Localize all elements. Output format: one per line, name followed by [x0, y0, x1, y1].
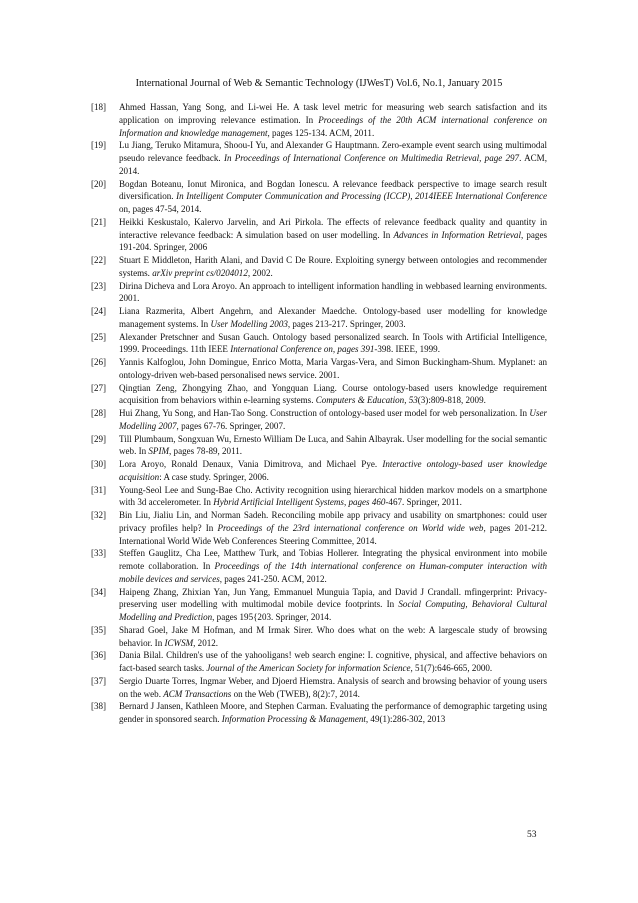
reference-text: Heikki Keskustalo, Kalervo Jarvelin, and Ari Pirkola. The effects of relevance feedback quality and quantity in interactive relevance feedback: A simulation based on user modelling. In	[119, 216, 547, 240]
reference-number: [23]	[91, 280, 107, 291]
reference-text: (3):809-818, 2009.	[417, 395, 486, 406]
reference-text: , 2002.	[247, 267, 273, 278]
reference-item	[91, 216, 547, 254]
reference-number: [31]	[91, 484, 107, 495]
reference-text: , pages 191-204. Springer, 2006	[119, 229, 547, 253]
reference-item	[91, 547, 547, 585]
reference-text: Stuart E Middleton, Harith Alani, and David C De Roure. Exploiting synergy between ontologies and recommender systems.	[119, 255, 547, 278]
reference-text: , pages 241-250. ACM, 2012.	[219, 573, 327, 584]
reference-venue: Social Computing, Behavioral Cultural Modelling and Prediction	[119, 599, 547, 622]
reference-text: Dania Bilal. Children's use of the yahooligans! web search engine: I. cognitive, physical, and affective behaviors on fact-based search tasks.	[119, 650, 547, 673]
reference-text: , 51(7):646-665, 2000.	[410, 663, 493, 673]
reference-text: Alexander Pretschner and Susan Gauch. Ontology based personalized search. In Tools with Artificial Intelligence, 1999. Proceedings. 11th IEEE	[119, 331, 547, 355]
reference-text: -467. Springer, 2011.	[385, 497, 462, 508]
reference-number: [37]	[91, 675, 107, 686]
running-header: International Journal of Web & Semantic Technology (IJWesT) Vol.6, No.1, January 2015	[135, 78, 503, 89]
reference-item	[91, 356, 547, 382]
reference-item	[91, 700, 547, 726]
reference-item	[91, 484, 547, 510]
reference-text: Haipeng Zhang, Zhixian Yan, Jun Yang, Emmanuel Munguia Tapia, and David J Crandall. mfingerprint: Privacy-preserving user modelling with multimodal mobile device footprints. In	[119, 586, 547, 610]
reference-item	[91, 254, 547, 280]
reference-text: Lora Aroyo, Ronald Denaux, Vania Dimitrova, and Michael Pye.	[119, 459, 383, 469]
reference-number: [18]	[91, 102, 107, 112]
reference-number: [35]	[91, 624, 107, 635]
reference-venue: ACM Transactions	[163, 688, 232, 699]
reference-venue: Advances in Information Retrieval	[393, 229, 521, 240]
reference-venue: arXiv preprint cs/0204012	[152, 267, 248, 278]
reference-item	[91, 649, 547, 675]
reference-number: [28]	[91, 408, 107, 418]
reference-number: [26]	[91, 357, 107, 367]
reference-text: , pages 67-76. Springer, 2007.	[176, 420, 286, 431]
reference-item	[91, 382, 547, 408]
reference-text: , pages 213-217. Springer, 2003.	[287, 318, 406, 329]
reference-text: Hui Zhang, Yu Song, and Han-Tao Song. Construction of ontology-based user model for web personalization. In	[119, 408, 530, 418]
reference-text: Ahmed Hassan, Yang Song, and Li-wei He. A task level metric for measuring web search satisfaction and its application on improving relevance estimation. In	[119, 102, 547, 125]
reference-text: Bogdan Boteanu, Ionut Mironica, and Bogdan Ionescu. A relevance feedback perspective to image search result diversification.	[119, 178, 547, 202]
reference-number: [34]	[91, 586, 107, 597]
reference-text: . ACM, 2014.	[119, 153, 547, 176]
reference-text: , 2012.	[193, 637, 219, 648]
reference-number: [29]	[91, 433, 107, 444]
reference-text: Dirina Dicheva and Lora Aroyo. An approach to intelligent information handling in webbased learning environments. 2001.	[119, 280, 547, 304]
reference-text: Lu Jiang, Teruko Mitamura, Shoou-I Yu, and Alexander G Hauptmann. Zero-example event search using multimodal pseudo relevance feedback.	[119, 140, 547, 163]
reference-number: [38]	[91, 701, 107, 712]
reference-item	[91, 101, 547, 139]
reference-number: [22]	[91, 255, 107, 265]
reference-venue: User Modelling 2007	[119, 408, 547, 431]
reference-number: [21]	[91, 216, 107, 227]
reference-venue: In Intelligent Computer Communication and Processing (ICCP), 2014IEEE International Conference	[176, 191, 548, 202]
reference-number: [30]	[91, 459, 107, 469]
reference-text: Sharad Goel, Jake M Hofman, and M Irmak Sirer. Who does what on the web: A largescale study of browsing behavior. In	[119, 624, 547, 648]
reference-number: [27]	[91, 382, 107, 393]
reference-text: Young-Seol Lee and Sung-Bae Cho. Activity recognition using hierarchical hidden markov models on a smartphone with 3d accelerometer. In	[119, 484, 547, 508]
reference-number: [25]	[91, 331, 107, 342]
reference-text: , pages 195{203. Springer, 2014.	[212, 612, 332, 622]
reference-item	[91, 675, 547, 701]
reference-text: on, pages 47-54, 2014.	[119, 204, 202, 214]
reference-venue: Information Processing & Management	[221, 714, 366, 724]
reference-text: Till Plumbaum, Songxuan Wu, Ernesto William De Luca, and Sahin Albayrak. User modelling for the social semantic web. In	[119, 433, 547, 457]
reference-number: [36]	[91, 650, 107, 661]
reference-list	[91, 101, 547, 726]
reference-venue: Journal of the American Society for information Science	[206, 663, 411, 673]
reference-item	[91, 280, 547, 306]
reference-item	[91, 586, 547, 624]
reference-text: Yannis Kalfoglou, John Domingue, Enrico Motta, Maria Vargas-Vera, and Simon Buckingham-Shum. Myplanet: an ontology-driven web-based personalised news service. 2001.	[119, 357, 547, 380]
reference-text: , 49(1):286-302, 2013	[365, 714, 446, 724]
reference-venue: Hybrid Artificial Intelligent Systems, pages 460	[213, 497, 386, 508]
reference-text: Bernard J Jansen, Kathleen Moore, and Stephen Carman. Evaluating the performance of demographic targeting using gender in sponsored search.	[119, 701, 547, 724]
reference-item	[91, 433, 547, 459]
reference-number: [33]	[91, 548, 107, 559]
reference-number: [24]	[91, 306, 107, 316]
reference-venue: User Modelling 2003	[210, 318, 288, 329]
reference-item	[91, 178, 547, 216]
reference-text: , pages 78-89, 2011.	[169, 446, 243, 457]
reference-venue: In Proceedings of International Conference on Multimedia Retrieval, page 297	[223, 153, 520, 163]
reference-venue: Computers & Education, 53	[315, 395, 418, 406]
reference-venue: Interactive ontology-based user knowledge acquisition	[119, 459, 548, 482]
reference-venue: Proceedings of the 14th international conference on Human-computer interaction with mobile devices and services	[119, 561, 548, 584]
reference-number: [32]	[91, 510, 107, 520]
reference-venue: Proceedings of the 23rd international conference on World wide web	[217, 522, 484, 533]
reference-number: [19]	[91, 140, 107, 151]
reference-text: Sergio Duarte Torres, Ingmar Weber, and Djoerd Hiemstra. Analysis of search and browsing behavior of young users on the web.	[119, 675, 547, 699]
reference-text: on the Web (TWEB), 8(2):7, 2014.	[231, 688, 360, 699]
reference-venue: SPIM	[148, 446, 170, 457]
reference-venue: Proceedings of the 20th ACM international conference on Information and knowledge management	[119, 114, 547, 138]
reference-number: [20]	[91, 178, 107, 189]
reference-item	[91, 458, 547, 484]
reference-venue: International Conference on, pages 391	[230, 344, 375, 355]
reference-text: Qingtian Zeng, Zhongying Zhao, and Yongquan Liang. Course ontology-based users knowledge requirement acquisition from behaviors within e-learning systems.	[119, 382, 547, 406]
reference-item	[91, 407, 547, 433]
page-number: 53	[527, 830, 537, 840]
reference-item	[91, 139, 547, 177]
reference-text: Liana Razmerita, Albert Angehrn, and Alexander Maedche. Ontology-based user modelling for knowledge management systems. In	[119, 306, 547, 329]
reference-text: : A case study. Springer, 2006.	[159, 471, 269, 482]
reference-item	[91, 509, 547, 547]
reference-text: Steffen Gauglitz, Cha Lee, Matthew Turk, and Tobias Hollerer. Integrating the physical environment into mobile remote collaboration. In	[119, 548, 547, 571]
reference-text: , pages 125-134. ACM, 2011.	[267, 127, 375, 138]
reference-venue: ICWSM	[164, 637, 194, 648]
reference-text: -398. IEEE, 1999.	[374, 344, 440, 355]
reference-item	[91, 331, 547, 357]
reference-item	[91, 624, 547, 650]
reference-item	[91, 305, 547, 331]
reference-text: , pages 201-212. International World Wide Web Conferences Steering Committee, 2014.	[119, 522, 547, 546]
reference-text: Bin Liu, Jialiu Lin, and Norman Sadeh. Reconciling mobile app privacy and usability on smartphones: could user privacy profiles help? In	[119, 510, 547, 533]
